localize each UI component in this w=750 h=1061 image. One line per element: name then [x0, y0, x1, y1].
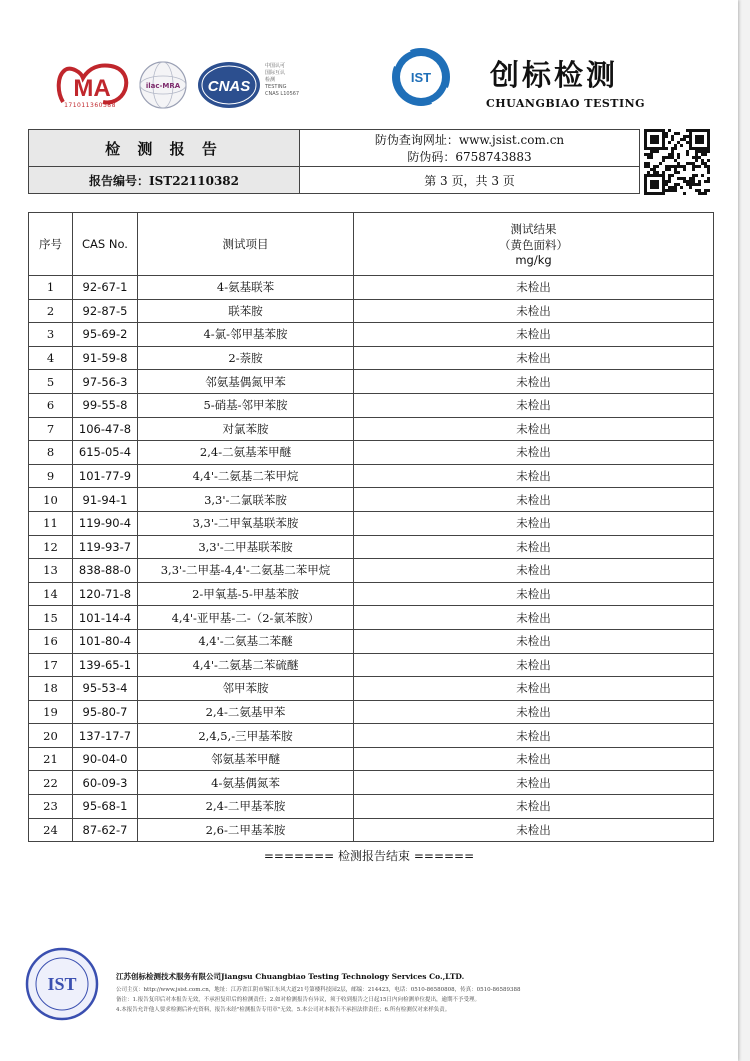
brand-name-en: CHUANGBIAO TESTING: [486, 97, 646, 110]
table-row: [29, 393, 714, 417]
table-row: [29, 323, 714, 347]
table-row: [29, 606, 714, 630]
table-row: [29, 700, 714, 724]
header-result: [354, 213, 714, 276]
ilac-mra-logo: [138, 60, 188, 110]
cell-result: 未检出: [354, 747, 714, 771]
cell-no: 3: [29, 323, 73, 347]
verify-code: 防伪码：6758743883: [407, 150, 532, 164]
table-row: [29, 724, 714, 748]
cnas-info-line: 中国认可: [265, 63, 286, 69]
cell-result: 未检出: [354, 818, 714, 842]
cell-no: 17: [29, 653, 73, 677]
results-table: [28, 212, 714, 842]
cell-item: 2,4-二甲基苯胺: [138, 795, 354, 819]
verify-info: [300, 130, 640, 167]
cell-cas: 119-93-7: [73, 535, 138, 559]
cell-no: 14: [29, 582, 73, 606]
cell-result: 未检出: [354, 299, 714, 323]
header-result-line: 测试结果: [510, 222, 557, 236]
svg-text:IST: IST: [410, 70, 432, 85]
cell-cas: 106-47-8: [73, 417, 138, 441]
cell-cas: 90-04-0: [73, 747, 138, 771]
cell-no: 1: [29, 276, 73, 300]
footer-line: 4.本报告允许他人要求检测后补充资料，报告未经"检测报告专用章"无效。5.本公司对本报告不承担法律责任；6.所有检测仅对来样负责。: [116, 1007, 451, 1013]
cell-no: 9: [29, 464, 73, 488]
table-row: [29, 417, 714, 441]
report-title: 检 测 报 告: [29, 130, 300, 167]
cell-item: 邻氨基偶氮甲苯: [138, 370, 354, 394]
cell-cas: 92-87-5: [73, 299, 138, 323]
cell-item: 2,6-二甲基苯胺: [138, 818, 354, 842]
table-header-row: [29, 213, 714, 276]
cell-cas: 99-55-8: [73, 393, 138, 417]
cell-result: 未检出: [354, 771, 714, 795]
footer-line: 备注：1.报告复印后对本报告无效，不承担复印后的检测责任；2.如对检测报告有异议，须于收到报告之日起15日内向检测单位提出，逾期不予受理。: [116, 997, 480, 1003]
table-row: [29, 441, 714, 465]
cell-cas: 615-05-4: [73, 441, 138, 465]
cell-no: 19: [29, 700, 73, 724]
cell-cas: 838-88-0: [73, 559, 138, 583]
cell-item: 2,4-二氨基甲苯: [138, 700, 354, 724]
cell-no: 5: [29, 370, 73, 394]
cell-result: 未检出: [354, 795, 714, 819]
svg-text:ilac-MRA: ilac-MRA: [145, 82, 181, 90]
footer-line: 公司主页：http://www.jsist.com.cn，地址：江苏省江阴市锡江东风大道21号第楼科技园2层，邮编：214423，电话：0510-86580808，传真：0510-86589388: [116, 987, 521, 993]
cell-result: 未检出: [354, 677, 714, 701]
cell-no: 11: [29, 511, 73, 535]
table-row: [29, 653, 714, 677]
cell-result: 未检出: [354, 535, 714, 559]
cell-result: 未检出: [354, 393, 714, 417]
footer-company: 江苏创标检测技术服务有限公司Jiangsu Chuangbiao Testing Technology Services Co.,LTD.: [116, 972, 465, 981]
cell-result: 未检出: [354, 724, 714, 748]
table-row: [29, 299, 714, 323]
table-row: [29, 677, 714, 701]
cell-no: 20: [29, 724, 73, 748]
cell-cas: 91-59-8: [73, 346, 138, 370]
cell-cas: 101-77-9: [73, 464, 138, 488]
report-end-marker: ======= 检测报告结束 ======: [263, 849, 475, 863]
cnas-info-line: CNAS L10567: [265, 91, 300, 97]
cell-no: 10: [29, 488, 73, 512]
cell-no: 16: [29, 629, 73, 653]
table-row: [29, 276, 714, 300]
cell-item: 2-甲氧基-5-甲基苯胺: [138, 582, 354, 606]
cell-no: 18: [29, 677, 73, 701]
table-row: [29, 464, 714, 488]
cell-item: 4-氯-邻甲基苯胺: [138, 323, 354, 347]
cell-cas: 101-14-4: [73, 606, 138, 630]
cell-item: 2,4,5,-三甲基苯胺: [138, 724, 354, 748]
cell-no: 4: [29, 346, 73, 370]
cell-result: 未检出: [354, 370, 714, 394]
cell-cas: 119-90-4: [73, 511, 138, 535]
cell-result: 未检出: [354, 346, 714, 370]
table-row: [29, 629, 714, 653]
cell-result: 未检出: [354, 417, 714, 441]
cell-item: 4-氨基联苯: [138, 276, 354, 300]
cell-item: 3,3'-二甲氧基联苯胺: [138, 511, 354, 535]
cnas-logo: [196, 60, 262, 110]
cnas-info-line: 检测: [265, 77, 276, 83]
cell-item: 3,3'-二甲基-4,4'-二氨基二苯甲烷: [138, 559, 354, 583]
cell-item: 对氯苯胺: [138, 417, 354, 441]
cell-item: 4,4'-二氨基二苯硫醚: [138, 653, 354, 677]
cell-no: 6: [29, 393, 73, 417]
cell-cas: 95-53-4: [73, 677, 138, 701]
header-no: 序号: [29, 213, 73, 276]
cell-item: 3,3'-二甲基联苯胺: [138, 535, 354, 559]
cell-item: 4,4'-二氨基二苯甲烷: [138, 464, 354, 488]
cell-result: 未检出: [354, 511, 714, 535]
table-row: [29, 370, 714, 394]
cell-cas: 92-67-1: [73, 276, 138, 300]
cell-result: 未检出: [354, 559, 714, 583]
cell-cas: 120-71-8: [73, 582, 138, 606]
cell-result: 未检出: [354, 488, 714, 512]
cell-cas: 137-17-7: [73, 724, 138, 748]
table-row: [29, 582, 714, 606]
cell-cas: 95-80-7: [73, 700, 138, 724]
brand-name-cn: 创标检测: [490, 58, 619, 92]
cell-item: 邻氨基苯甲醚: [138, 747, 354, 771]
report-number: 报告编号：IST22110382: [29, 167, 300, 194]
cell-cas: 139-65-1: [73, 653, 138, 677]
cell-cas: 101-80-4: [73, 629, 138, 653]
cell-result: 未检出: [354, 653, 714, 677]
cell-item: 邻甲苯胺: [138, 677, 354, 701]
cell-item: 2-萘胺: [138, 346, 354, 370]
cell-no: 8: [29, 441, 73, 465]
cell-result: 未检出: [354, 441, 714, 465]
table-row: [29, 346, 714, 370]
cell-result: 未检出: [354, 700, 714, 724]
table-row: [29, 559, 714, 583]
svg-text:IST: IST: [47, 974, 77, 994]
cell-result: 未检出: [354, 606, 714, 630]
table-row: [29, 747, 714, 771]
cell-cas: 91-94-1: [73, 488, 138, 512]
cell-no: 22: [29, 771, 73, 795]
cell-cas: 87-62-7: [73, 818, 138, 842]
header-cas: CAS No.: [73, 213, 138, 276]
cnas-info-line: TESTING: [265, 84, 287, 90]
cell-no: 23: [29, 795, 73, 819]
cell-item: 4,4'-二氨基二苯醚: [138, 629, 354, 653]
cell-no: 2: [29, 299, 73, 323]
cell-no: 15: [29, 606, 73, 630]
cnas-info: [265, 63, 299, 98]
table-row: [29, 795, 714, 819]
table-row: [29, 771, 714, 795]
cell-item: 联苯胺: [138, 299, 354, 323]
table-row: [29, 488, 714, 512]
cnas-info-line: 国际互认: [265, 70, 286, 76]
cell-item: 5-硝基-邻甲苯胺: [138, 393, 354, 417]
table-row: [29, 818, 714, 842]
cell-no: 7: [29, 417, 73, 441]
cell-result: 未检出: [354, 582, 714, 606]
cell-item: 4-氨基偶氮苯: [138, 771, 354, 795]
cell-no: 21: [29, 747, 73, 771]
cell-result: 未检出: [354, 629, 714, 653]
ist-logo: [390, 46, 452, 108]
cell-item: 2,4-二氨基苯甲醚: [138, 441, 354, 465]
cell-item: 3,3'-二氯联苯胺: [138, 488, 354, 512]
svg-text:CNAS: CNAS: [207, 78, 251, 95]
cell-result: 未检出: [354, 323, 714, 347]
cell-result: 未检出: [354, 276, 714, 300]
cell-cas: 97-56-3: [73, 370, 138, 394]
svg-text:MA: MA: [73, 75, 111, 102]
table-row: [29, 535, 714, 559]
page-info: 第 3 页，共 3 页: [300, 167, 640, 194]
header-result-unit: mg/kg: [515, 253, 552, 267]
cell-cas: 95-68-1: [73, 795, 138, 819]
company-seal: [24, 946, 100, 1022]
cell-no: 13: [29, 559, 73, 583]
cell-no: 12: [29, 535, 73, 559]
cell-item: 4,4'-亚甲基-二-（2-氯苯胺）: [138, 606, 354, 630]
qr-code-icon: [644, 129, 710, 195]
cma-number: 171011360388: [64, 102, 116, 109]
report-header-table: [28, 129, 640, 194]
table-row: [29, 511, 714, 535]
verify-url: 防伪查询网址：www.jsist.com.cn: [374, 133, 565, 147]
header-item: 测试项目: [138, 213, 354, 276]
cell-cas: 60-09-3: [73, 771, 138, 795]
header-result-line: （黄色面料）: [499, 238, 568, 252]
cell-result: 未检出: [354, 464, 714, 488]
cell-no: 24: [29, 818, 73, 842]
cell-cas: 95-69-2: [73, 323, 138, 347]
